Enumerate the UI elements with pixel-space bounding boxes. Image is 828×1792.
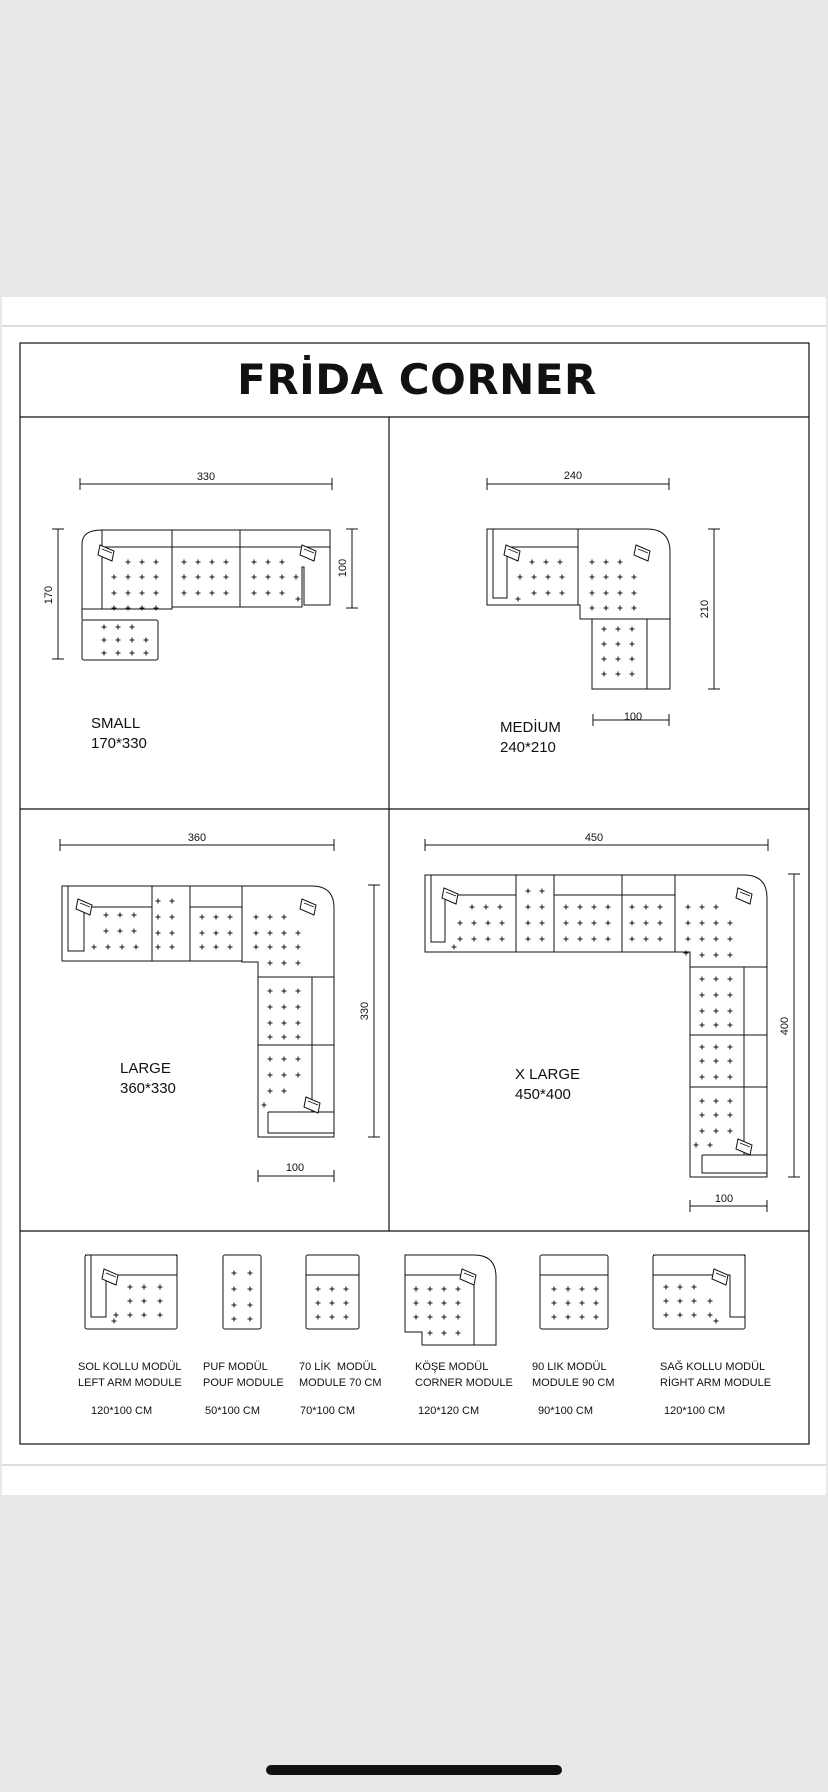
module-90-drawing (540, 1255, 608, 1329)
module-right-arm-size: 120*100 CM (664, 1405, 726, 1417)
module-pouf-caption (203, 1359, 284, 1391)
module-90-name-tr: 90 LIK MODÜL (532, 1361, 607, 1373)
module-right-arm-crosses (664, 1269, 729, 1324)
small-seat-dimension: 100 (337, 558, 349, 578)
small-size: 170*330 (91, 735, 147, 752)
medium-layout-drawing (487, 478, 720, 726)
large-seat-crosses (76, 899, 320, 1114)
large-size: 360*330 (120, 1080, 176, 1097)
small-layout-drawing (52, 478, 358, 660)
catalog-sheet (2, 297, 826, 1495)
module-left-arm-name-tr: SOL KOLLU MODÜL (78, 1361, 182, 1373)
page-title: FRİDA CORNER (237, 355, 597, 404)
medium-seat-crosses (504, 545, 650, 677)
large-depth-dimension: 330 (359, 1001, 371, 1021)
module-corner-name-en: CORNER MODULE (415, 1377, 513, 1389)
small-width-dimension: 330 (196, 471, 216, 483)
module-corner-name-tr: KÖŞE MODÜL (415, 1361, 489, 1373)
large-name: LARGE (120, 1060, 171, 1077)
medium-seat-dimension: 100 (623, 711, 643, 723)
xlarge-seat-dimension: 100 (714, 1193, 734, 1205)
medium-width-dimension: 240 (563, 470, 583, 482)
module-pouf-name-en: POUF MODULE (203, 1377, 284, 1389)
xlarge-name: X LARGE (515, 1066, 581, 1083)
module-right-arm-name-en: RİGHT ARM MODULE (660, 1377, 772, 1389)
module-right-arm-name-tr: SAĞ KOLLU MODÜL (660, 1361, 766, 1373)
medium-name: MEDİUM (500, 719, 561, 736)
large-seat-dimension: 100 (285, 1162, 305, 1174)
medium-size: 240*210 (500, 739, 556, 756)
large-layout-drawing (60, 839, 380, 1182)
module-90-crosses (552, 1287, 599, 1320)
module-left-arm-drawing (85, 1255, 177, 1329)
module-left-arm-crosses (102, 1269, 163, 1324)
module-pouf-drawing (223, 1255, 261, 1329)
module-right-arm-caption (660, 1359, 771, 1391)
small-seat-crosses (98, 545, 316, 656)
home-indicator[interactable] (266, 1765, 562, 1775)
xlarge-depth-dimension: 400 (779, 1016, 791, 1036)
module-90-caption (532, 1359, 615, 1391)
xlarge-width-dimension: 450 (584, 832, 604, 844)
module-90-size: 90*100 CM (538, 1405, 594, 1417)
module-pouf-name-tr: PUF MODÜL (203, 1361, 268, 1373)
small-depth-dimension: 170 (43, 585, 55, 605)
small-name: SMALL (91, 715, 141, 732)
module-70-size: 70*100 CM (300, 1405, 356, 1417)
medium-depth-dimension: 210 (699, 599, 711, 619)
module-90-name-en: MODULE 90 CM (532, 1377, 615, 1389)
module-70-caption (299, 1359, 382, 1391)
large-width-dimension: 360 (187, 832, 207, 844)
module-corner-size: 120*120 CM (418, 1405, 480, 1417)
module-pouf-size: 50*100 CM (205, 1405, 261, 1417)
module-corner-caption (415, 1359, 513, 1391)
drawing-frame (2, 297, 826, 1495)
module-left-arm-name-en: LEFT ARM MODULE (78, 1377, 182, 1389)
module-70-name-en: MODULE 70 CM (299, 1377, 382, 1389)
module-corner-crosses (414, 1269, 477, 1336)
module-pouf-crosses (232, 1271, 253, 1322)
module-right-arm-drawing (653, 1255, 745, 1329)
xlarge-size: 450*400 (515, 1086, 571, 1103)
module-corner-drawing (405, 1255, 496, 1345)
module-left-arm-size: 120*100 CM (91, 1405, 153, 1417)
module-70-name-tr: 70 LİK MODÜL (299, 1361, 377, 1373)
module-left-arm-caption (78, 1359, 182, 1391)
xlarge-seat-crosses (442, 888, 752, 1155)
module-70-crosses (316, 1287, 349, 1320)
